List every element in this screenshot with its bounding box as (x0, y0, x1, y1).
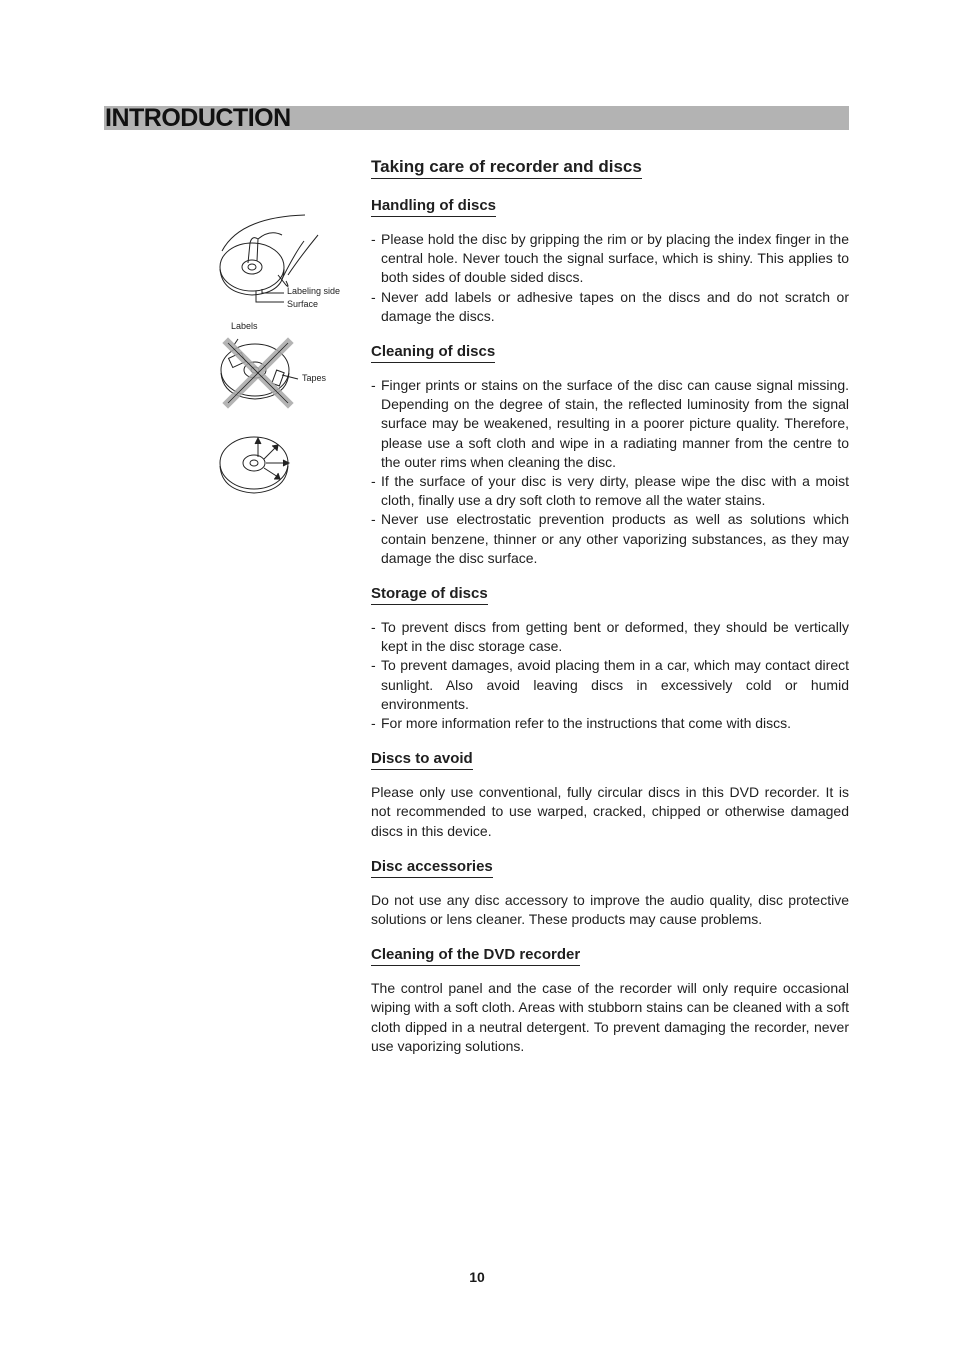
section-title-cleaning: Cleaning of discs (371, 343, 495, 363)
cleaning-list (371, 376, 849, 568)
main-content (371, 157, 849, 1072)
list-item: - Finger prints or stains on the surface of the disc can cause signal missing. Depending on the degree of stain, the reflected luminosity from the signal surface may be weakened, resulting in a poorer picture quality. Therefore, please use a soft cloth and wipe in a radiating manner from the centre to the outer rims when cleaning the disc. (371, 376, 849, 472)
section-title-recorder: Cleaning of the DVD recorder (371, 946, 580, 966)
list-item: - To prevent damages, avoid placing them in a car, which may contact direct sunlight. Also avoid leaving discs in excessively cold or humid environments. (371, 656, 849, 714)
section-accessories (371, 857, 849, 929)
disc-handling-illustration (200, 205, 360, 505)
handling-list (371, 230, 849, 326)
list-item: - For more information refer to the instructions that come with discs. (371, 714, 849, 733)
list-item: - Please hold the disc by gripping the rim or by placing the index finger in the central hole. Never touch the signal surface, which is shiny. This applies to both sides of double sided discs. (371, 230, 849, 288)
page-number: 10 (469, 1269, 485, 1285)
section-recorder (371, 945, 849, 1056)
list-item: - Never add labels or adhesive tapes on the discs and do not scratch or damage the discs. (371, 288, 849, 326)
storage-list (371, 618, 849, 733)
section-storage (371, 584, 849, 733)
section-title-handling: Handling of discs (371, 197, 496, 217)
section-handling (371, 196, 849, 326)
section-title-storage: Storage of discs (371, 585, 488, 605)
list-item: - Never use electrostatic prevention products as well as solutions which contain benzene, thinner or any other vaporizing substances, as they may damage the disc surface. (371, 510, 849, 568)
list-item: - To prevent discs from getting bent or deformed, they should be vertically kept in the disc storage case. (371, 618, 849, 656)
main-title: Taking care of recorder and discs (371, 157, 642, 179)
labeling-side-label: Labeling side (287, 286, 341, 296)
page-title: INTRODUCTION (105, 104, 291, 132)
list-item: - If the surface of your disc is very dirty, please wipe the disc with a moist cloth, finally use a dry soft cloth to remove all the water stains. (371, 472, 849, 510)
surface-label: Surface (287, 299, 319, 309)
tapes-label: Tapes (302, 373, 327, 383)
section-title-avoid: Discs to avoid (371, 750, 473, 770)
labels-label: Labels (231, 321, 258, 331)
avoid-paragraph: Please only use conventional, fully circular discs in this DVD recorder. It is not recommended to use warped, cracked, chipped or otherwise damaged discs in this device. (371, 784, 849, 839)
section-avoid (371, 749, 849, 841)
disc-illustrations (200, 205, 360, 505)
section-title-accessories: Disc accessories (371, 858, 493, 878)
disc-wipe-direction-icon (220, 437, 289, 493)
recorder-paragraph: The control panel and the case of the recorder will only require occasional wiping with a soft cloth. Areas with stubborn stains can be cleaned with a soft cloth dipped in a neutral detergent. To prevent damaging the recorder, never use vaporizing solutions. (371, 980, 849, 1054)
section-cleaning (371, 342, 849, 568)
accessories-paragraph: Do not use any disc accessory to improve the audio quality, disc protective solutions or lens cleaner. These products may cause problems. (371, 891, 849, 928)
